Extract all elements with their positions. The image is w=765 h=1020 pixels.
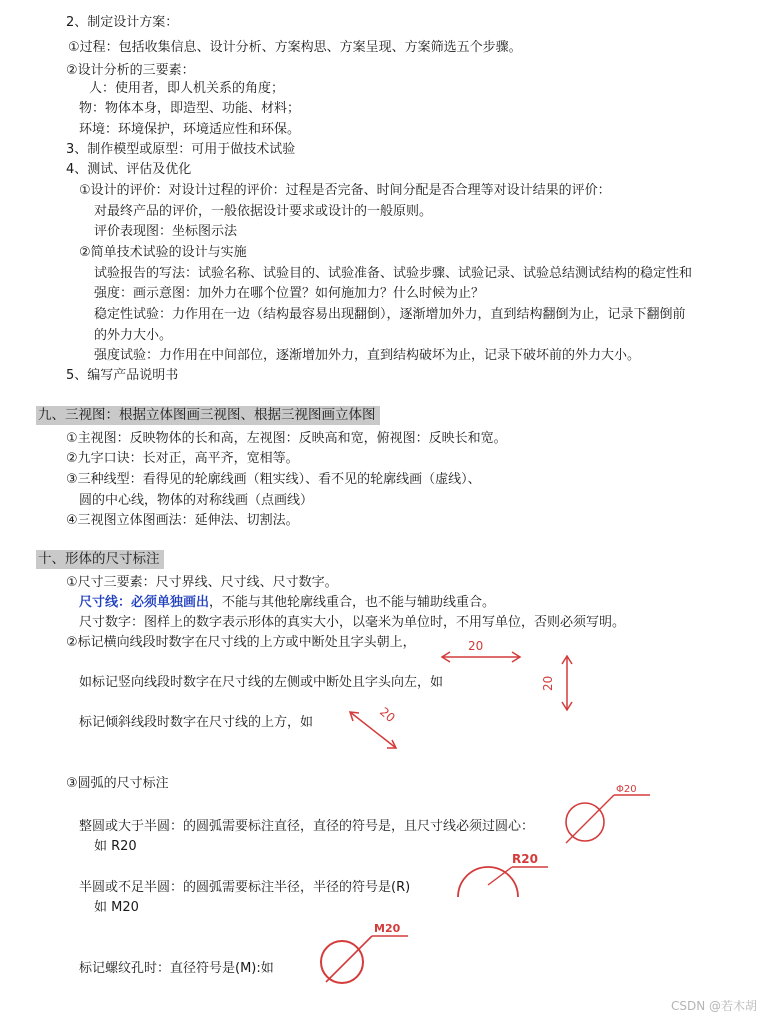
line-types-line-cont: 圆的中心线，物体的对称线画（点画线） [79, 493, 314, 508]
dimension-elements-line: ①尺寸三要素：尺寸界线、尺寸线、尺寸数字。 [66, 575, 338, 590]
dimension-line-rule-rest: ，不能与其他轮廓线重合，也不能与辅助线重合。 [209, 595, 496, 610]
full-circle-example: 如 R20 [94, 839, 137, 854]
line-types-line: ③三种线型：看得见的轮廓线画（粗实线）、看不见的轮廓线画（虚线）、 [66, 472, 481, 487]
views-line: ①主视图：反映物体的长和高，左视图：反映高和宽，俯视图：反映长和宽。 [66, 431, 507, 446]
evaluation-product-line: 对最终产品的评价，一般依据设计要求或设计的一般原则。 [94, 204, 433, 219]
mnemonic-line: ②九字口诀：长对正，高平齐，宽相等。 [66, 451, 299, 466]
diameter-label: Φ20 [616, 784, 637, 795]
element-object: 物：物体本身，即造型、功能、材料； [79, 101, 301, 116]
strength-test-line: 强度试验：力作用在中间部位，逐渐增加外力，直到结构破坏为止，记录下破坏前的外力大小。 [94, 348, 641, 363]
element-person: 人：使用者，即人机关系的角度； [89, 81, 285, 96]
design-analysis-heading: ②设计分析的三要素： [66, 63, 195, 78]
semicircle-rule-line: 半圆或不足半圆：的圆弧需要标注半径，半径的符号是(R) [79, 880, 411, 895]
process-line: ①过程：包括收集信息、设计分析、方案构思、方案呈现、方案筛选五个步骤。 [68, 40, 522, 55]
oblique-dimension [350, 705, 398, 748]
drawing-methods-line: ④三视图立体图画法：延伸法、切割法。 [66, 513, 299, 528]
diameter-circle-figure [566, 784, 650, 843]
oblique-rule-line: 标记倾斜线段时数字在尺寸线的上方，如 [79, 715, 314, 730]
strength-diagram-line: 强度：画示意图：加外力在哪个位置？如何施加力？什么时候为止？ [94, 286, 485, 301]
vertical-dimension [541, 656, 572, 710]
element-environment: 环境：环境保护，环境适应性和环保。 [79, 122, 301, 137]
thread-label: M20 [374, 922, 401, 935]
thread-hole-rule-line: 标记螺纹孔时：直径符号是(M):如 [79, 961, 274, 976]
radius-label: R20 [512, 852, 538, 866]
arc-dimension-heading: ③圆弧的尺寸标注 [66, 776, 169, 791]
section-10-title: 十、形体的尺寸标注 [36, 550, 164, 569]
dimension-line-rule-emphasis: 尺寸线：必须单独画出 [79, 595, 210, 610]
simple-test-heading: ②简单技术试验的设计与实施 [79, 245, 247, 260]
step-3-heading: 3、制作模型或原型：可用于做技术试验 [66, 142, 296, 157]
watermark: CSDN @若木胡 [670, 999, 757, 1013]
semicircle-example: 如 M20 [94, 900, 139, 915]
section-9-title: 九、三视图：根据立体图画三视图、根据三视图画立体图 [36, 406, 380, 425]
oblique-dimension-label: 20 [377, 704, 398, 726]
test-report-line: 试验报告的写法：试验名称、试验目的、试验准备、试验步骤、试验记录、试验总结测试结构的稳定性和 [94, 266, 693, 281]
dimension-number-line: 尺寸数字：图样上的数字表示形体的真实大小，以毫米为单位时，不用写单位，否则必须写明。 [79, 615, 626, 630]
stability-test-line: 稳定性试验：力作用在一边（结构最容易出现翻倒），逐渐增加外力，直到结构翻倒为止，记录下翻倒前 [94, 307, 686, 322]
vertical-rule-line: 如标记竖向线段时数字在尺寸线的左侧或中断处且字头向左，如 [79, 675, 444, 690]
radius-arc-figure [458, 852, 548, 897]
thread-hole-figure [321, 922, 408, 983]
step-2-heading: 2、制定设计方案： [66, 15, 179, 30]
horizontal-dimension [442, 639, 520, 662]
step-4-heading: 4、测试、评估及优化 [66, 162, 192, 177]
evaluation-line: ①设计的评价：对设计过程的评价：过程是否完备、时间分配是否合理等对设计结果的评价： [79, 183, 611, 198]
horizontal-rule-line: ②标记横向线段时数字在尺寸线的上方或中断处且字头朝上， [66, 635, 416, 650]
evaluation-chart-line: 评价表现图：坐标图示法 [94, 224, 238, 239]
full-circle-rule-line: 整圆或大于半圆：的圆弧需要标注直径，直径的符号是，且尺寸线必须过圆心： [79, 819, 535, 834]
horizontal-dimension-label: 20 [468, 639, 484, 653]
vertical-dimension-label: 20 [541, 675, 555, 691]
stability-test-line-cont: 的外力大小。 [94, 328, 173, 343]
step-5-heading: 5、编写产品说明书 [66, 368, 179, 383]
